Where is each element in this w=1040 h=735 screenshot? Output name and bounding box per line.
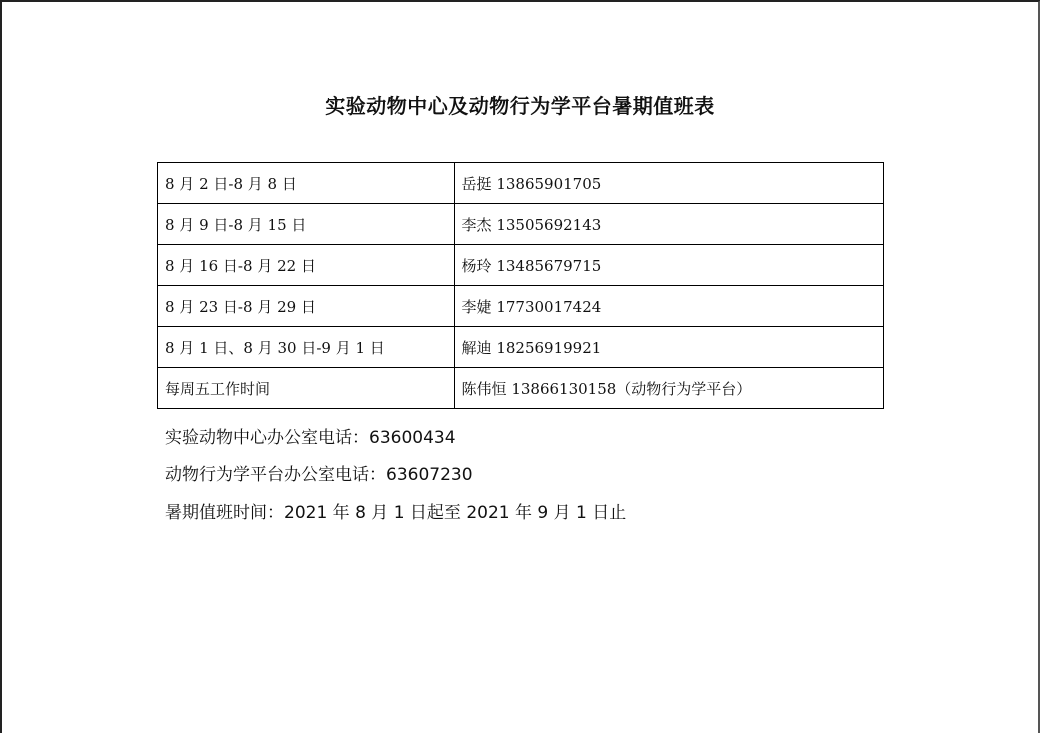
duty-schedule-table (157, 162, 884, 409)
period-cell: 8 月 23 日-8 月 29 日 (158, 286, 455, 327)
period-cell: 8 月 1 日、8 月 30 日-9 月 1 日 (158, 327, 455, 368)
duty-person-cell: 解迪 18256919921 (454, 327, 883, 368)
table-row (158, 368, 884, 409)
table-row (158, 286, 884, 327)
table-row (158, 327, 884, 368)
duty-person-cell: 李杰 13505692143 (454, 204, 883, 245)
period-cell: 每周五工作时间 (158, 368, 455, 409)
period-cell: 8 月 16 日-8 月 22 日 (158, 245, 455, 286)
duty-person-cell: 李婕 17730017424 (454, 286, 883, 327)
period-cell: 8 月 2 日-8 月 8 日 (158, 163, 455, 204)
table-row (158, 245, 884, 286)
table-row (158, 204, 884, 245)
duty-period-note: 暑期值班时间：2021 年 8 月 1 日起至 2021 年 9 月 1 日止 (165, 503, 627, 523)
center-office-phone: 实验动物中心办公室电话：63600434 (165, 428, 456, 448)
platform-office-phone: 动物行为学平台办公室电话：63607230 (165, 465, 473, 485)
duty-person-cell: 陈伟恒 13866130158（动物行为学平台） (454, 368, 883, 409)
table-row (158, 163, 884, 204)
duty-person-cell: 杨玲 13485679715 (454, 245, 883, 286)
period-cell: 8 月 9 日-8 月 15 日 (158, 204, 455, 245)
duty-person-cell: 岳挺 13865901705 (454, 163, 883, 204)
document-title: 实验动物中心及动物行为学平台暑期值班表 (325, 94, 715, 118)
